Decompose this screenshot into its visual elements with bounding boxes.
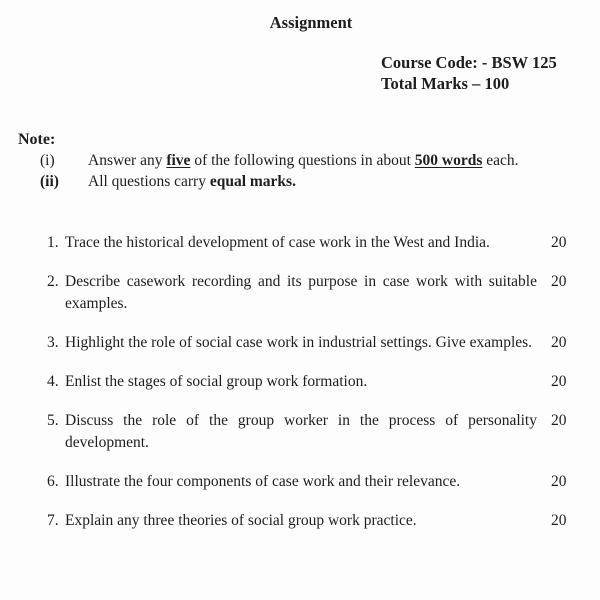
question-number: 2. bbox=[47, 273, 59, 290]
question-row bbox=[47, 371, 576, 393]
question-row bbox=[47, 471, 576, 493]
question-text: Discuss the role of the group worker in the process of personality development. bbox=[65, 412, 537, 451]
course-code: Course Code: - BSW 125 bbox=[381, 53, 557, 72]
question-marks: 20 bbox=[551, 473, 567, 490]
note-item-numeral: (ii) bbox=[40, 173, 59, 190]
question-number: 6. bbox=[47, 473, 59, 490]
question-marks: 20 bbox=[551, 412, 567, 429]
question-row bbox=[47, 232, 576, 254]
question-text: Illustrate the four components of case work and their relevance. bbox=[65, 473, 461, 490]
question-text: Enlist the stages of social group work formation. bbox=[65, 373, 368, 390]
total-marks: Total Marks – 100 bbox=[381, 74, 510, 93]
question-number: 4. bbox=[47, 373, 59, 390]
note-item-text bbox=[88, 150, 576, 171]
note-item-text bbox=[88, 171, 576, 192]
question-marks: 20 bbox=[551, 273, 567, 290]
question-number: 3. bbox=[47, 334, 59, 351]
note-item-numeral: (i) bbox=[40, 152, 55, 169]
question-row bbox=[47, 332, 576, 354]
question-marks: 20 bbox=[551, 373, 567, 390]
question-text: Describe casework recording and its purpose in case work with suitable examples. bbox=[65, 273, 537, 312]
note-text-run: each. bbox=[482, 152, 519, 169]
course-header bbox=[381, 52, 576, 94]
note-text-run: five bbox=[166, 152, 191, 169]
question-text: Trace the historical development of case work in the West and India. bbox=[65, 234, 490, 251]
question-row bbox=[47, 410, 576, 454]
question-marks: 20 bbox=[551, 334, 567, 351]
assignment-title: Assignment bbox=[269, 13, 353, 32]
note-text-run: equal marks. bbox=[209, 173, 296, 190]
question-number: 5. bbox=[47, 412, 59, 429]
note-items bbox=[18, 150, 576, 192]
question-number: 7. bbox=[47, 512, 59, 529]
note-section bbox=[18, 130, 576, 192]
question-number: 1. bbox=[47, 234, 59, 251]
question-marks: 20 bbox=[551, 234, 567, 251]
questions-list bbox=[47, 232, 576, 532]
note-item bbox=[40, 171, 576, 192]
note-text-run: of the following questions in about bbox=[190, 152, 415, 169]
note-text-run: Answer any bbox=[88, 152, 167, 169]
note-label: Note: bbox=[18, 131, 56, 148]
question-row bbox=[47, 510, 576, 532]
question-text: Explain any three theories of social group work practice. bbox=[65, 512, 417, 529]
note-text-run: All questions carry bbox=[88, 173, 210, 190]
question-row bbox=[47, 271, 576, 315]
question-text: Highlight the role of social case work in industrial settings. Give examples. bbox=[65, 334, 533, 351]
question-marks: 20 bbox=[551, 512, 567, 529]
note-text-run: 500 words bbox=[414, 152, 483, 169]
note-item bbox=[40, 150, 576, 171]
